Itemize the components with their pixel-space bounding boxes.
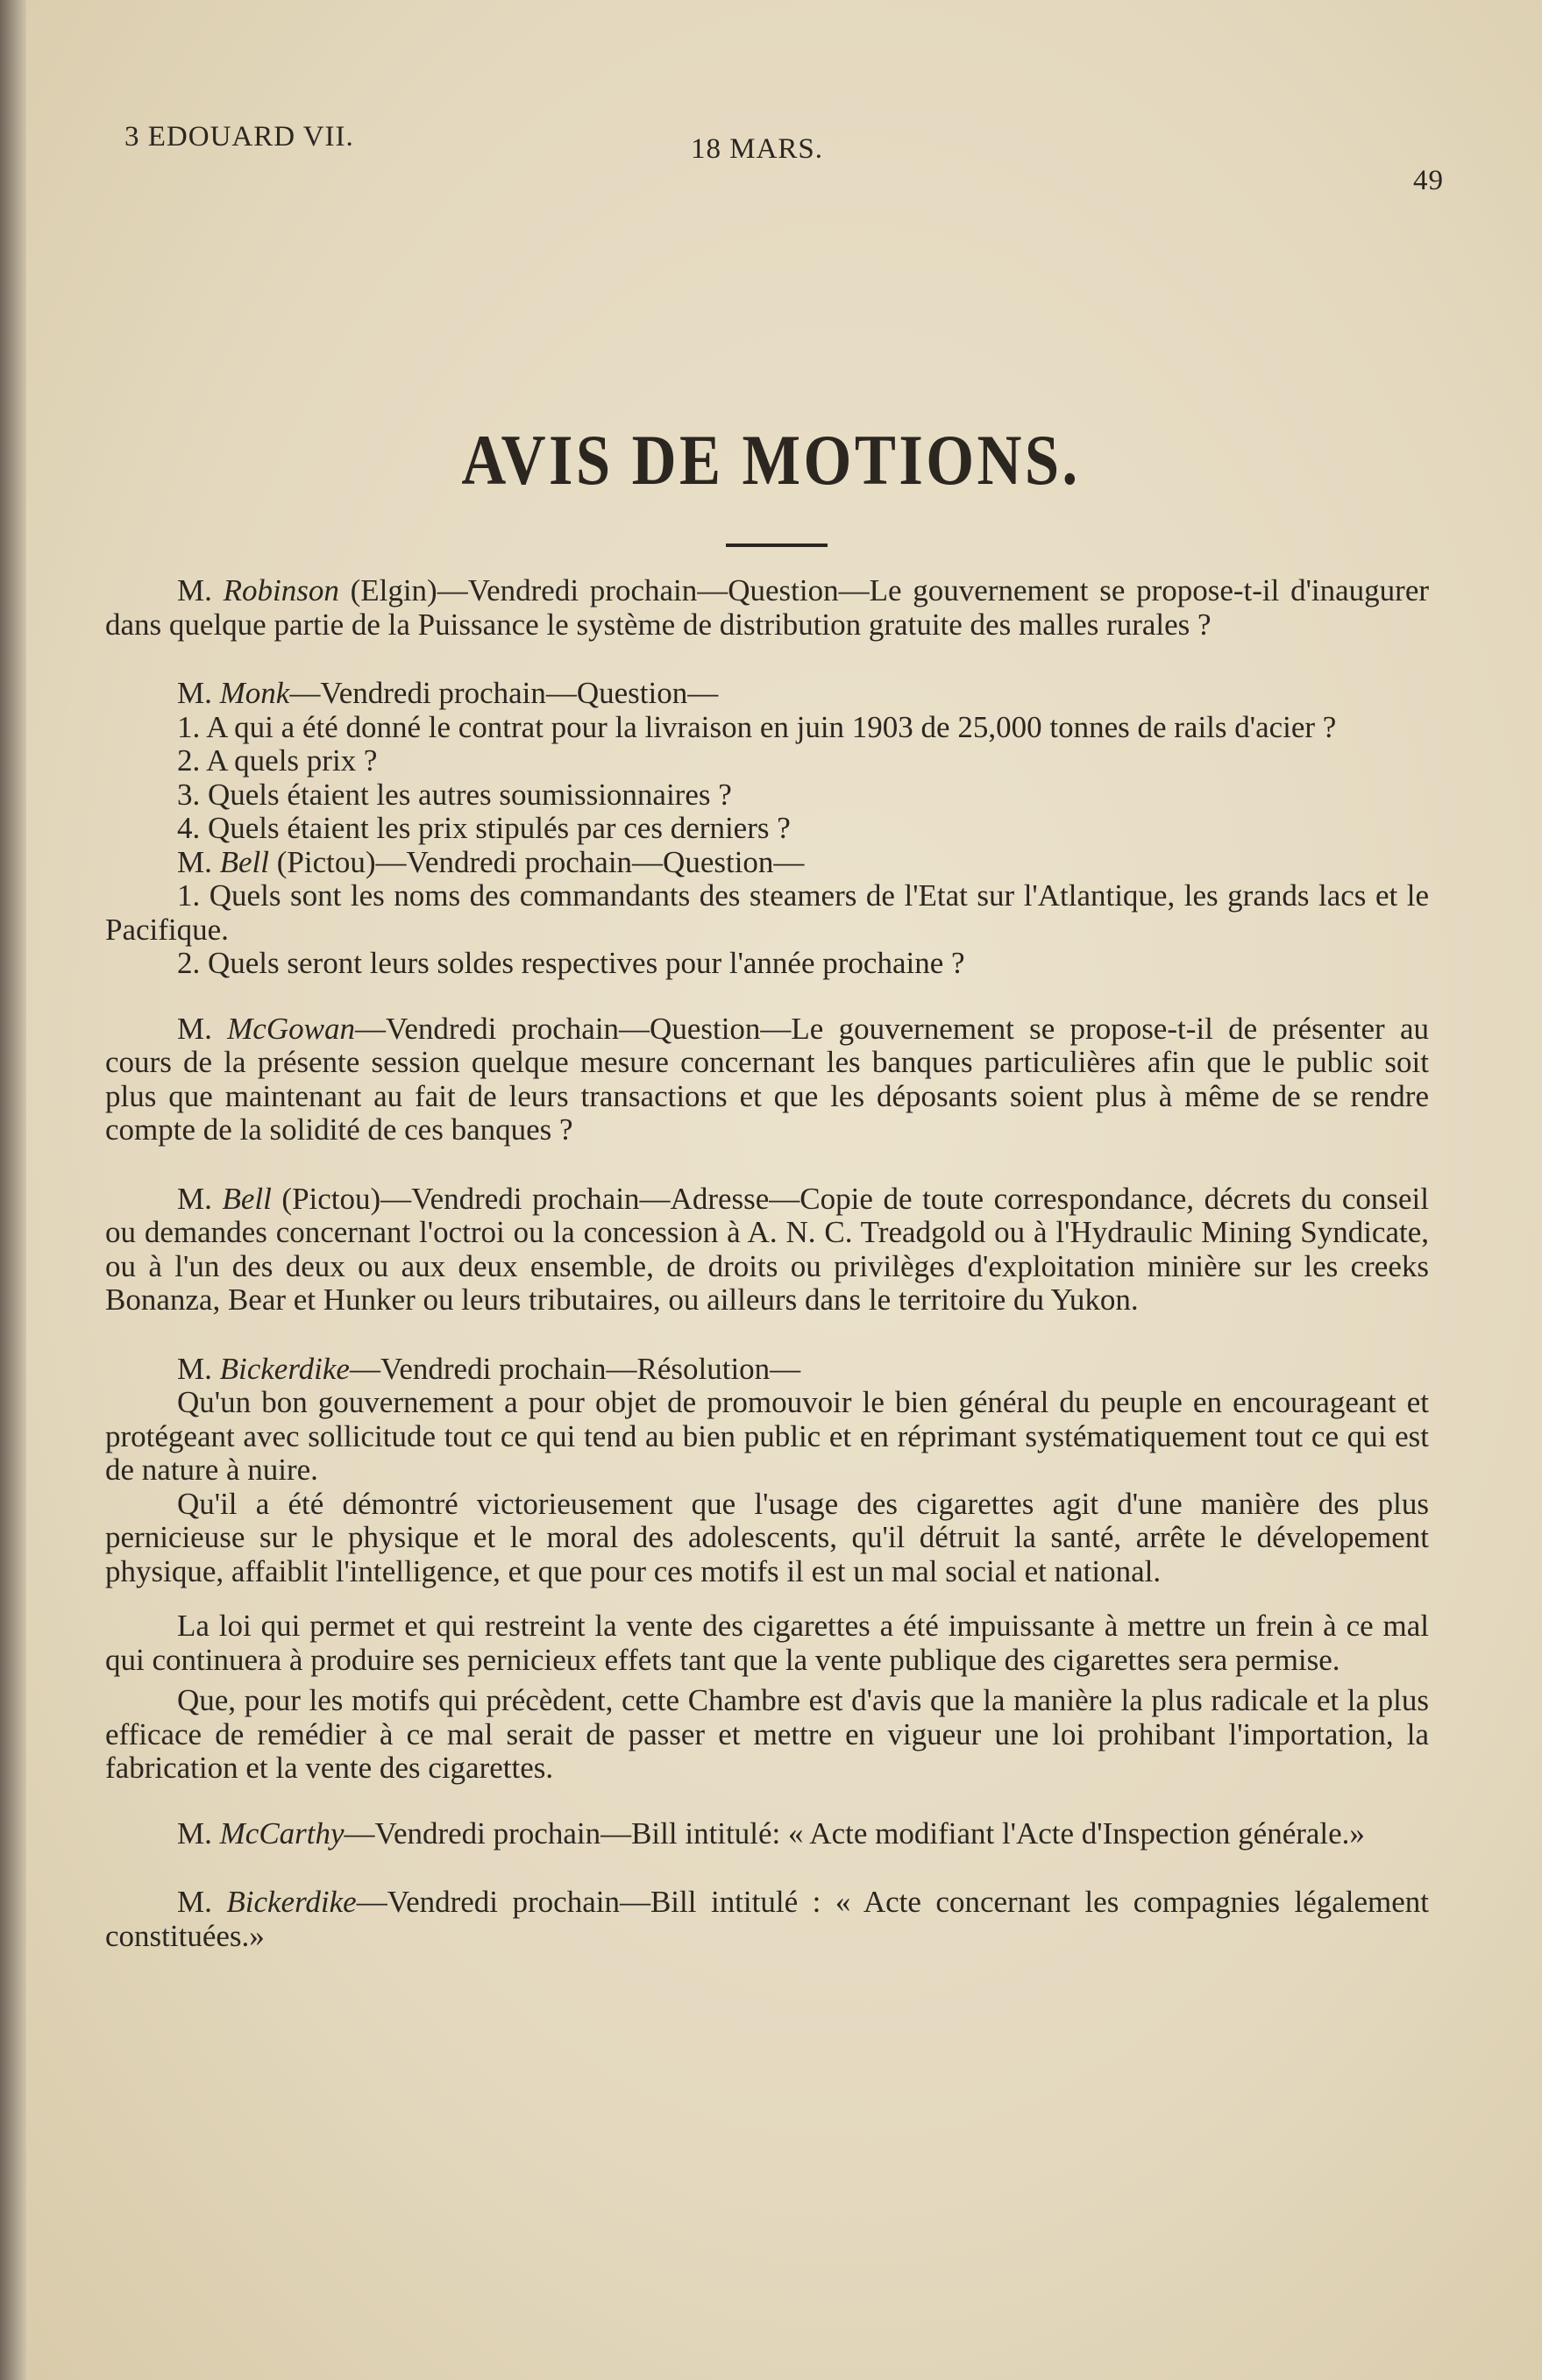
resolution-clause: Qu'un bon gouvernement a pour objet de promouvoir le bien général du peuple en encourageant et protégeant avec sollicitude tout ce qui tend au bien public et en réprimant systématiquement tout ce qui est de nature à nuire.: [105, 1385, 1429, 1487]
member-name: M. Monk: [177, 676, 290, 710]
motions-body: [105, 574, 1429, 1988]
title-rule: [726, 543, 828, 547]
page-number: 49: [1413, 165, 1444, 196]
resolution-clause: La loi qui permet et qui restreint la vente des cigarettes a été impuissante à mettre un frein à ce mal qui continuera à produire ses pernicieux effets tant que la vente publique des cigarettes sera permise.: [105, 1609, 1429, 1677]
member-name: M. Bickerdike: [177, 1351, 350, 1386]
motion-item: 2. Quels seront leurs soldes respectives pour l'année prochaine ?: [177, 946, 965, 980]
member-name: M. Bell: [177, 1181, 272, 1216]
motion-4: [105, 1012, 1429, 1147]
motion-item: 3. Quels étaient les autres soumissionnaires ?: [177, 777, 732, 812]
motion-text: —Vendredi prochain—Bill intitulé: « Acte modifiant l'Acte d'Inspection générale.»: [344, 1815, 1365, 1851]
motion-6: [105, 1353, 1429, 1786]
motion-text: (Elgin)—Vendredi prochain—Question—Le gouvernement se propose-t-il d'inaugurer dans quelque partie de la Puissance le système de distribution gratuite des malles rurales ?: [105, 573, 1430, 642]
member-name: M. McCarthy: [177, 1815, 345, 1851]
motion-item: 1. Quels sont les noms des commandants des steamers de l'Etat sur l'Atlantique, les grands lacs et le Pacifique.: [105, 878, 1429, 947]
motion-7: [105, 1817, 1429, 1851]
motion-item: 1. A qui a été donné le contrat pour la livraison en juin 1903 de 25,000 tonnes de rails d'acier ?: [177, 709, 1337, 744]
resolution-clause: Qu'il a été démontré victorieusement que l'usage des cigarettes agit d'une manière des plus pernicieuse sur le physique et le moral des adolescents, qu'il détruit la santé, arrête le dévelopement physique, affaiblit l'intelligence, et que pour ces motifs il est un mal social et national.: [105, 1486, 1429, 1588]
member-name: M. Bickerdike: [177, 1885, 357, 1919]
book-spine-shadow: [0, 0, 26, 2380]
motion-text: —Vendredi prochain—Résolution—: [349, 1351, 801, 1386]
resolution-clause: Que, pour les motifs qui précèdent, cette Chambre est d'avis que la manière la plus radicale et la plus efficace de remédier à ce mal serait de passer et mettre en vigueur une loi prohibant l'importation, la fabrication et la vente des cigarettes.: [105, 1683, 1429, 1785]
motion-text: —Vendredi prochain—Bill intitulé : « Acte concernant les compagnies légalement constituées.»: [105, 1885, 1429, 1953]
motion-2: [105, 677, 1429, 981]
running-header-date: 18 MARS.: [691, 133, 824, 165]
motion-text: (Pictou)—Vendredi prochain—Adresse—Copie de toute correspondance, décrets du conseil ou demandes concernant l'octroi ou la concession à A. N. C. Treadgold ou à l'Hydraulic Mining Syndicate, ou à l'un des deux ou aux deux ensemble, de droits ou privilèges d'exploitation minière sur les creeks Bonanza, Bear et Hunker ou leurs tributaires, ou ailleurs dans le territoire du Yukon.: [105, 1181, 1430, 1317]
motion-text: —Vendredi prochain—Question—Le gouvernement se propose-t-il de présenter au cours de la présente session quelque mesure concernant les banques particulières afin que le public soit plus que maintenant au fait de leurs transactions et que les déposants soient plus à même de se rendre compte de la solidité de ces banques ?: [105, 1011, 1429, 1147]
motion-item: 2. A quels prix ?: [177, 743, 378, 778]
page-title: AVIS DE MOTIONS.: [461, 420, 1081, 500]
motion-text: —Vendredi prochain—Question—: [289, 676, 719, 710]
motion-5: [105, 1183, 1429, 1318]
motion-text: (Pictou)—Vendredi prochain—Question—: [276, 844, 805, 879]
motion-1: [105, 574, 1429, 642]
motion-8: [105, 1886, 1429, 1953]
member-name: M. McGowan: [177, 1011, 355, 1046]
member-name: M. Robinson: [177, 573, 339, 607]
running-header-left: 3 EDOUARD VII.: [124, 121, 354, 153]
member-name: M. Bell: [177, 844, 269, 879]
motion-item: 4. Quels étaient les prix stipulés par ces derniers ?: [177, 811, 791, 845]
